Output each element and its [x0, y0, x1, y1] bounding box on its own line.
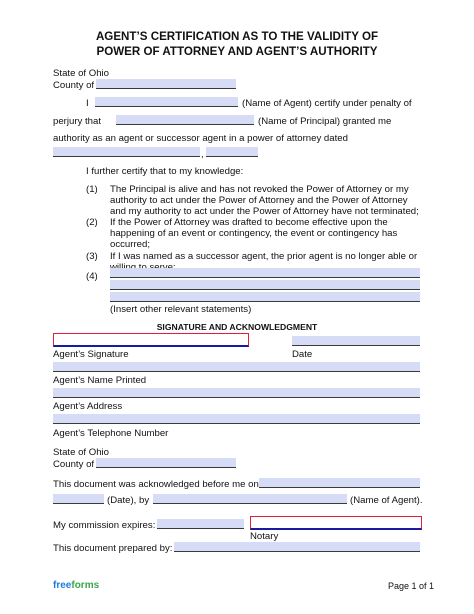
agent-address-field[interactable] — [53, 388, 420, 398]
county-field-2[interactable] — [96, 458, 236, 468]
notary-signature-field[interactable] — [250, 516, 422, 530]
date-comma: , — [201, 149, 204, 160]
agent-signature-label: Agent’s Signature — [53, 349, 129, 360]
acknowledged-date-field[interactable] — [259, 478, 420, 488]
poa-date-field[interactable] — [53, 147, 200, 157]
item-4-field-1[interactable] — [110, 268, 420, 278]
item-3-number: (3) — [86, 251, 98, 262]
date-label: Date — [292, 349, 313, 360]
insert-other-statements: (Insert other relevant statements) — [110, 304, 252, 315]
item-4-number: (4) — [86, 271, 98, 282]
item-4-field-2[interactable] — [110, 280, 420, 290]
agent-name-field[interactable] — [95, 97, 238, 107]
name-of-agent-ack-label: (Name of Agent). — [350, 495, 423, 506]
commission-expires-label: My commission expires: — [53, 520, 156, 531]
signature-section-heading: SIGNATURE AND ACKNOWLEDGMENT — [156, 322, 318, 332]
further-certify-text: I further certify that to my knowledge: — [86, 166, 244, 177]
logo-forms-text: forms — [71, 580, 100, 591]
item-1-line-1: The Principal is alive and has not revoked the Power of Attorney or my — [110, 184, 409, 195]
agent-address-label: Agent’s Address — [53, 401, 123, 412]
logo-free-text: free — [53, 580, 72, 591]
agent-telephone-field[interactable] — [53, 414, 420, 424]
document-title-line1: AGENT’S CERTIFICATION AS TO THE VALIDITY OF — [95, 30, 379, 43]
item-1-line-3: and my authority to act under the Power of Attorney have not terminated; — [110, 206, 419, 217]
notary-label: Notary — [250, 531, 279, 542]
item-2-line-1: If the Power of Attorney was drafted to become effective upon the — [110, 217, 388, 228]
item-2-line-2: happening of an event or contingency, the event or contingency has — [110, 228, 398, 239]
poa-year-field[interactable] — [206, 147, 258, 157]
date-by-label: (Date), by — [107, 495, 150, 506]
freeforms-logo — [53, 580, 99, 591]
principal-name-field[interactable] — [116, 115, 254, 125]
acknowledged-text: This document was acknowledged before me on — [53, 479, 259, 490]
agent-name-printed-label: Agent’s Name Printed — [53, 375, 147, 386]
authority-text: authority as an agent or successor agent in a power of attorney dated — [53, 133, 348, 144]
county-label-2: County of — [53, 459, 95, 470]
item-2-number: (2) — [86, 217, 98, 228]
name-of-principal-label: (Name of Principal) granted me — [258, 116, 392, 127]
agent-telephone-label: Agent’s Telephone Number — [53, 428, 169, 439]
perjury-label: perjury that — [53, 116, 101, 127]
name-of-agent-label: (Name of Agent) certify under penalty of — [242, 98, 412, 109]
county-field[interactable] — [96, 79, 236, 89]
item-2-line-3: occurred; — [110, 239, 150, 250]
item-4-field-3[interactable] — [110, 292, 420, 302]
prepared-by-label: This document prepared by: — [53, 543, 173, 554]
page-number: Page 1 of 1 — [387, 581, 434, 591]
state-label: State of Ohio — [53, 68, 109, 79]
acknowledged-year-field[interactable] — [53, 494, 104, 504]
agent-signature-field[interactable] — [53, 333, 249, 347]
certify-i-label: I — [86, 98, 89, 109]
acknowledged-agent-field[interactable] — [153, 494, 347, 504]
signature-date-field[interactable] — [292, 336, 420, 346]
prepared-by-field[interactable] — [174, 542, 420, 552]
item-1-number: (1) — [86, 184, 98, 195]
county-label: County of — [53, 80, 95, 91]
state-label-2: State of Ohio — [53, 447, 109, 458]
commission-expires-field[interactable] — [157, 519, 244, 529]
agent-name-printed-field[interactable] — [53, 362, 420, 372]
item-3-line-1: If I was named as a successor agent, the prior agent is no longer able or — [110, 251, 418, 262]
item-1-line-2: authority to act under the Power of Attorney and the Power of Attorney — [110, 195, 408, 206]
document-title-line2: POWER OF ATTORNEY AND AGENT’S AUTHORITY — [96, 45, 378, 58]
